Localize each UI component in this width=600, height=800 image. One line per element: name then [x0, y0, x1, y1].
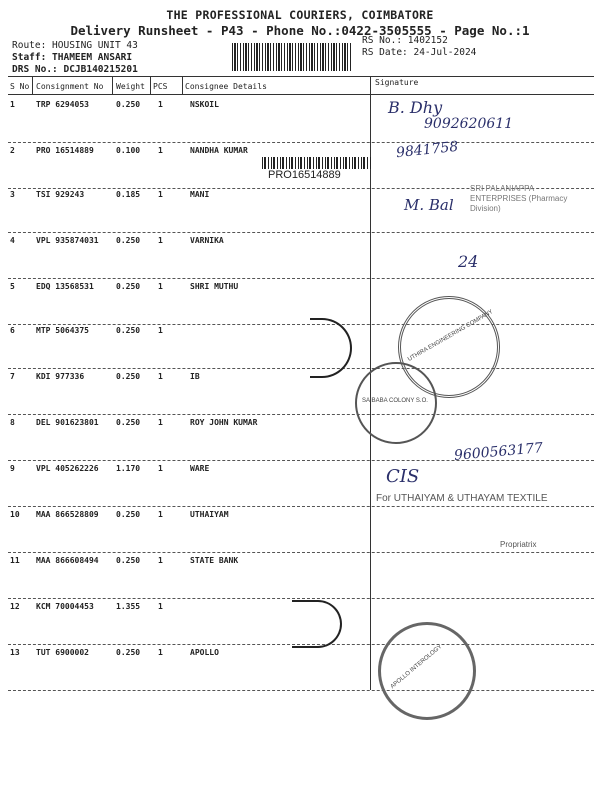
header-barcode [232, 43, 352, 71]
cell-consignment: MTP 5064375 [36, 326, 89, 335]
route-label: Route: HOUSING UNIT 43 [12, 40, 138, 51]
apollo-stamp [378, 622, 476, 720]
handwritten-mark [310, 318, 352, 378]
cell-sno: 3 [10, 190, 15, 199]
cell-sno: 8 [10, 418, 15, 427]
cell-pcs: 1 [158, 510, 163, 519]
cell-sno: 7 [10, 372, 15, 381]
row-separator [8, 142, 594, 143]
cell-sno: 5 [10, 282, 15, 291]
cell-pcs: 1 [158, 556, 163, 565]
cell-pcs: 1 [158, 326, 163, 335]
col-header-consignment: Consignment No [36, 82, 104, 91]
cell-consignment: TRP 6294053 [36, 100, 89, 109]
row-separator [8, 278, 594, 279]
signature-4-date: 24 [458, 252, 479, 271]
col-divider [182, 76, 183, 94]
col-header-signature: Signature [375, 78, 419, 87]
cell-consignee: IB [190, 372, 200, 381]
signature-1-name: B. Dhy [388, 98, 443, 117]
uthaiyam-stamp: For UTHAIYAM & UTHAYAM TEXTILE [376, 493, 548, 504]
row-separator [8, 552, 594, 553]
cell-weight: 0.185 [116, 190, 141, 199]
drs-number: DRS No.: DCJB140215201 [12, 64, 138, 75]
cell-sno: 1 [10, 100, 15, 109]
cell-consignment: VPL 405262226 [36, 464, 99, 473]
col-divider [32, 76, 33, 94]
saibaba-stamp-text: SAIBABA COLONY S.O. [362, 398, 428, 404]
row-separator [8, 368, 594, 369]
cell-sno: 4 [10, 236, 15, 245]
runsheet-subtitle: Delivery Runsheet - P43 - Phone No.:0422-3505555 - Page No.:1 [70, 23, 530, 38]
cell-pcs: 1 [158, 648, 163, 657]
rs-number: RS No.: 1402152 [362, 35, 448, 46]
signature-9-phone: 9600563177 [453, 440, 544, 464]
cell-pcs: 1 [158, 100, 163, 109]
col-divider [150, 76, 151, 94]
cell-consignee: SHRI MUTHU [190, 282, 239, 291]
cell-pcs: 1 [158, 282, 163, 291]
signature-1-phone: 9092620611 [424, 116, 514, 132]
cell-consignment: DEL 901623801 [36, 418, 99, 427]
cell-consignment: PRO 16514889 [36, 146, 94, 155]
cell-sno: 12 [10, 602, 20, 611]
cell-consignee: NANDHA KUMAR [190, 146, 248, 155]
cell-consignment: TSI 929243 [36, 190, 85, 199]
cell-pcs: 1 [158, 602, 163, 611]
cell-weight: 0.250 [116, 372, 141, 381]
row-barcode-text: PRO16514889 [268, 169, 341, 181]
handwritten-mark [292, 600, 342, 648]
cell-sno: 10 [10, 510, 20, 519]
row-separator [8, 690, 594, 691]
cell-sno: 11 [10, 556, 20, 565]
cell-consignment: VPL 935874031 [36, 236, 99, 245]
cell-consignee: UTHAIYAM [190, 510, 229, 519]
col-header-pcs: PCS [153, 82, 168, 91]
pharmacy-stamp: SRI PALANIAPPA ENTERPRISES (Pharmacy Division) [470, 184, 568, 213]
col-header-consignee: Consignee Details [185, 82, 267, 91]
cell-consignment: TUT 6900002 [36, 648, 89, 657]
cell-consignee: ROY JOHN KUMAR [190, 418, 258, 427]
row-barcode [262, 157, 372, 169]
cell-pcs: 1 [158, 464, 163, 473]
row-separator [8, 506, 594, 507]
cell-weight: 1.170 [116, 464, 141, 473]
signature-2: 9841758 [395, 138, 460, 162]
row-separator [8, 598, 594, 599]
signature-9-initials: CIS [386, 466, 420, 487]
cell-weight: 0.250 [116, 418, 141, 427]
rs-date: RS Date: 24-Jul-2024 [362, 47, 477, 58]
table-top-border [8, 76, 594, 77]
cell-weight: 0.250 [116, 100, 141, 109]
cell-consignment: KDI 977336 [36, 372, 85, 381]
cell-pcs: 1 [158, 146, 163, 155]
table-header-border [8, 94, 594, 95]
row-separator [8, 414, 594, 415]
cell-weight: 0.250 [116, 282, 141, 291]
cell-weight: 0.250 [116, 510, 141, 519]
cell-pcs: 1 [158, 372, 163, 381]
cell-pcs: 1 [158, 418, 163, 427]
row-separator [8, 460, 594, 461]
proprietrix-label: Propriatrix [500, 540, 537, 549]
runsheet-title: THE PROFESSIONAL COURIERS, COIMBATORE [166, 8, 434, 22]
cell-weight: 0.250 [116, 236, 141, 245]
cell-consignee: MANI [190, 190, 210, 199]
col-divider [112, 76, 113, 94]
cell-consignment: EDQ 13568531 [36, 282, 94, 291]
cell-pcs: 1 [158, 190, 163, 199]
cell-weight: 0.250 [116, 648, 141, 657]
cell-consignee: APOLLO [190, 648, 219, 657]
cell-consignment: MAA 866608494 [36, 556, 99, 565]
engineering-stamp-text: UTHIRA ENGINEERING COMPANY [407, 309, 495, 363]
row-separator [8, 232, 594, 233]
cell-consignment: MAA 866528809 [36, 510, 99, 519]
cell-consignment: KCM 70004453 [36, 602, 94, 611]
cell-consignee: WARE [190, 464, 210, 473]
signature-3: M. Bal [404, 196, 454, 214]
cell-sno: 2 [10, 146, 15, 155]
cell-sno: 9 [10, 464, 15, 473]
cell-pcs: 1 [158, 236, 163, 245]
cell-weight: 0.250 [116, 326, 141, 335]
apollo-stamp-text: APOLLO INTEROLOGY [389, 643, 444, 691]
col-header-sno: S No [10, 82, 30, 91]
staff-label: Staff: THAMEEM ANSARI [12, 52, 133, 63]
col-header-weight: Weight [116, 82, 145, 91]
cell-consignee: STATE BANK [190, 556, 239, 565]
cell-weight: 0.100 [116, 146, 141, 155]
cell-sno: 13 [10, 648, 20, 657]
cell-weight: 1.355 [116, 602, 141, 611]
cell-weight: 0.250 [116, 556, 141, 565]
cell-sno: 6 [10, 326, 15, 335]
cell-consignee: NSKOIL [190, 100, 219, 109]
cell-consignee: VARNIKA [190, 236, 224, 245]
row-separator [8, 324, 594, 325]
